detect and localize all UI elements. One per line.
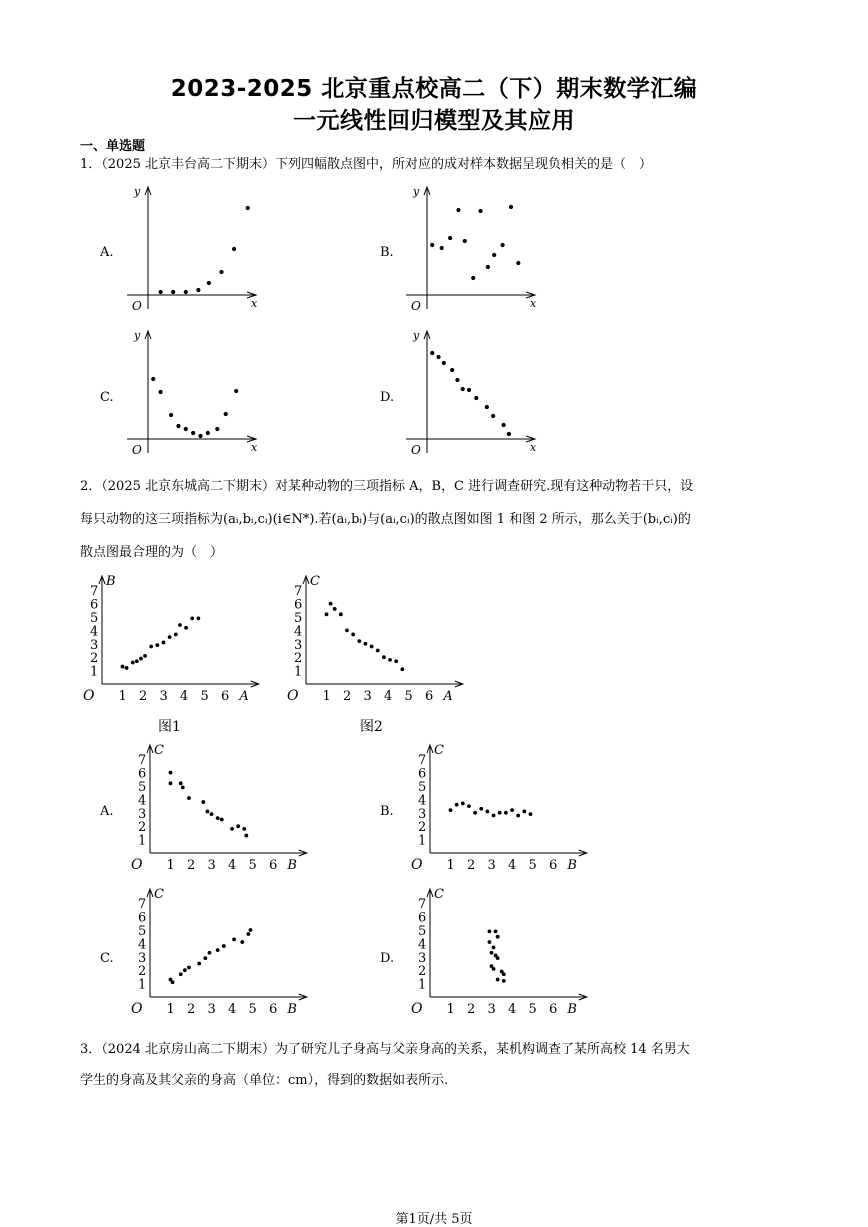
- x-tick-label: 2: [187, 858, 196, 873]
- x-tick-label: 1: [118, 689, 127, 704]
- data-point: [125, 666, 129, 670]
- y-tick-label: 1: [418, 977, 427, 993]
- data-point: [478, 209, 482, 213]
- origin-label: O: [411, 299, 421, 313]
- q2-figure-1-scatter: [76, 572, 256, 712]
- data-point: [196, 288, 200, 292]
- y-tick-label: 7: [138, 897, 147, 913]
- data-point: [442, 361, 446, 365]
- x-tick-label: 4: [508, 1002, 517, 1017]
- data-point: [510, 808, 514, 812]
- y-tick-label: 2: [90, 651, 99, 667]
- data-point: [333, 607, 337, 611]
- data-point: [529, 812, 533, 816]
- data-point: [249, 928, 253, 932]
- x-tick-label: 5: [404, 689, 413, 704]
- data-point: [230, 827, 234, 831]
- origin-label: O: [411, 857, 423, 873]
- data-point: [187, 796, 191, 800]
- y-axis-label: C: [310, 574, 320, 589]
- data-point: [190, 616, 194, 620]
- x-tick-label: 2: [139, 689, 148, 704]
- x-tick-label: 4: [508, 858, 517, 873]
- y-tick-label: 4: [418, 793, 427, 809]
- data-point: [522, 810, 526, 814]
- y-axis-label: C: [154, 743, 164, 758]
- q2-option-b-scatter: [404, 741, 584, 881]
- data-point: [244, 834, 248, 838]
- data-point: [339, 612, 343, 616]
- data-point: [486, 810, 490, 814]
- x-tick-label: 2: [343, 689, 352, 704]
- y-tick-label: 7: [294, 584, 303, 600]
- data-point: [490, 964, 494, 968]
- data-point: [198, 434, 202, 438]
- x-axis-label: x: [251, 441, 258, 454]
- q2-option-d-scatter: [404, 885, 584, 1030]
- q2-figure-2-scatter: [280, 572, 460, 712]
- data-point: [169, 413, 173, 417]
- data-point: [485, 405, 489, 409]
- data-point: [197, 962, 201, 966]
- y-tick-label: 5: [294, 611, 303, 626]
- y-tick-label: 6: [418, 910, 427, 926]
- x-tick-label: 5: [528, 1002, 537, 1017]
- data-point: [206, 431, 210, 435]
- data-point: [224, 412, 228, 416]
- data-point: [448, 236, 452, 240]
- data-point: [430, 243, 434, 247]
- data-point: [169, 781, 173, 785]
- q1-option-b-label: B.: [380, 245, 394, 260]
- data-point: [169, 771, 173, 775]
- y-tick-label: 1: [90, 664, 99, 680]
- q1-option-c-scatter: [125, 327, 260, 459]
- y-tick-label: 3: [418, 806, 427, 822]
- data-point: [203, 956, 207, 960]
- q2-option-d-label: D.: [380, 951, 395, 966]
- origin-label: O: [287, 688, 299, 704]
- y-tick-label: 6: [294, 597, 303, 613]
- y-tick-label: 1: [418, 833, 427, 849]
- origin-label: O: [411, 1001, 423, 1017]
- data-point: [171, 980, 175, 984]
- document-subtitle: 一元线性回归模型及其应用: [293, 108, 575, 134]
- data-point: [490, 951, 494, 955]
- data-point: [436, 355, 440, 359]
- data-point: [176, 424, 180, 428]
- data-point: [494, 929, 498, 933]
- x-axis-label: x: [530, 441, 537, 454]
- data-point: [450, 368, 454, 372]
- data-point: [509, 205, 513, 209]
- y-tick-label: 6: [418, 766, 427, 782]
- data-point: [516, 261, 520, 265]
- data-point: [463, 239, 467, 243]
- data-point: [467, 804, 471, 808]
- data-point: [178, 623, 182, 627]
- y-tick-label: 6: [138, 766, 147, 782]
- data-point: [498, 811, 502, 815]
- data-point: [496, 956, 500, 960]
- data-point: [501, 243, 505, 247]
- y-tick-label: 6: [90, 597, 99, 613]
- x-tick-label: 4: [228, 858, 237, 873]
- x-tick-label: 5: [200, 689, 209, 704]
- data-point: [215, 427, 219, 431]
- section-heading: 一、单选题: [80, 139, 146, 154]
- x-axis-label: x: [251, 297, 258, 310]
- data-point: [216, 948, 220, 952]
- q1-option-a-label: A.: [100, 245, 114, 260]
- data-point: [220, 818, 224, 822]
- data-point: [473, 811, 477, 815]
- data-point: [171, 290, 175, 294]
- q2-option-c-label: C.: [100, 951, 114, 966]
- data-point: [201, 800, 205, 804]
- x-tick-label: 3: [207, 1002, 216, 1017]
- q2-option-c-scatter: [124, 885, 304, 1030]
- x-tick-label: 6: [425, 689, 434, 704]
- data-point: [168, 635, 172, 639]
- data-point: [400, 667, 404, 671]
- question-2-line-2: 每只动物的这三项指标为(aᵢ,bᵢ,cᵢ)(i∈N*).若(aᵢ,bᵢ)与(aᵢ,cᵢ)的散点图如图 1 和图 2 所示，那么关于(bᵢ,cᵢ)的: [80, 512, 691, 527]
- data-point: [357, 639, 361, 643]
- y-tick-label: 5: [418, 780, 427, 795]
- data-point: [364, 642, 368, 646]
- question-2-line-3: 散点图最合理的为（ ）: [80, 545, 224, 560]
- document-title: 2023-2025 北京重点校高二（下）期末数学汇编: [170, 76, 698, 102]
- data-point: [329, 602, 333, 606]
- y-tick-label: 7: [418, 753, 427, 769]
- data-point: [246, 206, 250, 210]
- y-tick-label: 1: [138, 833, 147, 849]
- y-tick-label: 3: [138, 806, 147, 822]
- y-tick-label: 4: [294, 624, 303, 640]
- data-point: [488, 929, 492, 933]
- q1-option-c-label: C.: [100, 390, 114, 405]
- data-point: [210, 812, 214, 816]
- origin-label: O: [411, 443, 421, 457]
- origin-label: O: [132, 443, 142, 457]
- data-point: [516, 814, 520, 818]
- data-point: [502, 423, 506, 427]
- data-point: [219, 270, 223, 274]
- y-tick-label: 1: [138, 977, 147, 993]
- data-point: [139, 657, 143, 661]
- origin-label: O: [83, 688, 95, 704]
- x-tick-label: 3: [487, 1002, 496, 1017]
- x-axis-label: B: [567, 1002, 577, 1017]
- data-point: [232, 247, 236, 251]
- y-tick-label: 4: [418, 937, 427, 953]
- x-tick-label: 1: [322, 689, 331, 704]
- y-tick-label: 3: [418, 950, 427, 966]
- q2-option-a-scatter: [124, 741, 304, 881]
- data-point: [455, 803, 459, 807]
- x-tick-label: 6: [549, 1002, 558, 1017]
- y-axis-label: C: [154, 887, 164, 902]
- data-point: [440, 246, 444, 250]
- data-point: [394, 659, 398, 663]
- data-point: [151, 377, 155, 381]
- data-point: [135, 659, 139, 663]
- question-2-line-1: 2．（2025 北京东城高二下期末）对某种动物的三项指标 A，B，C 进行调查研究.现有这种动物若干只，设: [80, 479, 694, 494]
- data-point: [467, 388, 471, 392]
- x-tick-label: 1: [446, 1002, 455, 1017]
- y-tick-label: 6: [138, 910, 147, 926]
- data-point: [208, 951, 212, 955]
- y-axis-label: y: [413, 185, 420, 198]
- x-tick-label: 4: [228, 1002, 237, 1017]
- x-tick-label: 3: [207, 858, 216, 873]
- data-point: [491, 414, 495, 418]
- data-point: [247, 932, 251, 936]
- y-tick-label: 4: [138, 937, 147, 953]
- y-axis-label: C: [434, 887, 444, 902]
- y-tick-label: 5: [138, 924, 147, 939]
- y-axis-label: y: [134, 185, 141, 198]
- data-point: [143, 654, 147, 658]
- data-point: [216, 816, 220, 820]
- x-axis-label: B: [287, 858, 297, 873]
- data-point: [492, 946, 496, 950]
- question-1-text: 1．（2025 北京丰台高二下期末）下列四幅散点图中，所对应的成对样本数据呈现负相关的是（ ）: [80, 157, 652, 172]
- x-axis-label: B: [567, 858, 577, 873]
- y-tick-label: 5: [418, 924, 427, 939]
- y-tick-label: 2: [138, 964, 147, 980]
- data-point: [222, 944, 226, 948]
- y-axis-label: y: [134, 329, 141, 342]
- x-axis-label: A: [443, 689, 453, 704]
- y-axis-label: C: [434, 743, 444, 758]
- y-tick-label: 3: [138, 950, 147, 966]
- data-point: [187, 966, 191, 970]
- data-point: [479, 807, 483, 811]
- x-tick-label: 3: [363, 689, 372, 704]
- origin-label: O: [132, 299, 142, 313]
- y-tick-label: 4: [138, 793, 147, 809]
- origin-label: O: [131, 1001, 143, 1017]
- data-point: [455, 378, 459, 382]
- x-tick-label: 5: [248, 1002, 257, 1017]
- y-axis-label: B: [106, 574, 116, 589]
- data-point: [179, 972, 183, 976]
- data-point: [184, 427, 188, 431]
- question-3-line-2: 学生的身高及其父亲的身高（单位：cm），得到的数据如表所示.: [80, 1073, 449, 1088]
- data-point: [184, 290, 188, 294]
- x-tick-label: 1: [166, 858, 175, 873]
- x-tick-label: 6: [269, 858, 278, 873]
- y-tick-label: 3: [294, 637, 303, 653]
- data-point: [461, 387, 465, 391]
- x-tick-label: 5: [528, 858, 537, 873]
- y-tick-label: 1: [294, 664, 303, 680]
- data-point: [191, 431, 195, 435]
- x-tick-label: 2: [467, 858, 476, 873]
- data-point: [196, 616, 200, 620]
- data-point: [486, 265, 490, 269]
- origin-label: O: [131, 857, 143, 873]
- data-point: [174, 633, 178, 637]
- x-tick-label: 6: [269, 1002, 278, 1017]
- x-axis-label: A: [239, 689, 249, 704]
- x-tick-label: 4: [180, 689, 189, 704]
- data-point: [502, 972, 506, 976]
- x-tick-label: 4: [384, 689, 393, 704]
- data-point: [376, 649, 380, 653]
- data-point: [232, 937, 236, 941]
- data-point: [430, 351, 434, 355]
- data-point: [471, 276, 475, 280]
- y-tick-label: 3: [90, 637, 99, 653]
- y-tick-label: 7: [418, 897, 427, 913]
- x-tick-label: 2: [467, 1002, 476, 1017]
- data-point: [345, 629, 349, 633]
- y-tick-label: 7: [90, 584, 99, 600]
- q2-figure-2-caption: 图2: [360, 719, 383, 735]
- data-point: [370, 645, 374, 649]
- data-point: [206, 810, 210, 814]
- data-point: [351, 633, 355, 637]
- data-point: [474, 396, 478, 400]
- data-point: [131, 661, 135, 665]
- data-point: [496, 935, 500, 939]
- data-point: [121, 665, 125, 669]
- data-point: [507, 432, 511, 436]
- q1-option-d-scatter: [404, 327, 542, 459]
- data-point: [242, 827, 246, 831]
- x-tick-label: 1: [166, 1002, 175, 1017]
- x-axis-label: B: [287, 1002, 297, 1017]
- q2-option-b-label: B.: [380, 804, 394, 819]
- data-point: [159, 290, 163, 294]
- x-tick-label: 2: [187, 1002, 196, 1017]
- q1-option-d-label: D.: [380, 390, 395, 405]
- q1-option-b-scatter: [404, 183, 542, 315]
- data-point: [183, 968, 187, 972]
- data-point: [162, 641, 166, 645]
- data-point: [240, 940, 244, 944]
- data-point: [488, 940, 492, 944]
- data-point: [325, 612, 329, 616]
- data-point: [456, 208, 460, 212]
- x-tick-label: 6: [549, 858, 558, 873]
- x-tick-label: 1: [446, 858, 455, 873]
- data-point: [184, 626, 188, 630]
- y-tick-label: 2: [418, 964, 427, 980]
- data-point: [181, 785, 185, 789]
- q2-option-a-label: A.: [100, 804, 114, 819]
- page-footer: 第1页/共 5页: [395, 1212, 473, 1227]
- x-tick-label: 5: [248, 858, 257, 873]
- data-point: [388, 658, 392, 662]
- data-point: [234, 389, 238, 393]
- y-tick-label: 2: [294, 651, 303, 667]
- x-tick-label: 3: [159, 689, 168, 704]
- data-point: [449, 808, 453, 812]
- x-tick-label: 3: [487, 858, 496, 873]
- question-3-line-1: 3．（2024 北京房山高二下期末）为了研究儿子身高与父亲身高的关系，某机构调查了某所高校 14 名男大: [80, 1042, 690, 1057]
- y-tick-label: 7: [138, 753, 147, 769]
- x-tick-label: 6: [221, 689, 230, 704]
- data-point: [236, 824, 240, 828]
- data-point: [502, 979, 506, 983]
- data-point: [159, 390, 163, 394]
- data-point: [504, 811, 508, 815]
- y-tick-label: 5: [138, 780, 147, 795]
- y-axis-label: y: [413, 329, 420, 342]
- data-point: [207, 281, 211, 285]
- y-tick-label: 2: [418, 820, 427, 836]
- data-point: [149, 645, 153, 649]
- data-point: [179, 781, 183, 785]
- y-tick-label: 4: [90, 624, 99, 640]
- x-axis-label: x: [530, 297, 537, 310]
- data-point: [461, 802, 465, 806]
- q2-figure-1-caption: 图1: [158, 719, 181, 735]
- y-tick-label: 5: [90, 611, 99, 626]
- data-point: [492, 253, 496, 257]
- q1-option-a-scatter: [125, 183, 260, 315]
- y-tick-label: 2: [138, 820, 147, 836]
- data-point: [155, 643, 159, 647]
- data-point: [496, 978, 500, 982]
- data-point: [382, 655, 386, 659]
- data-point: [492, 814, 496, 818]
